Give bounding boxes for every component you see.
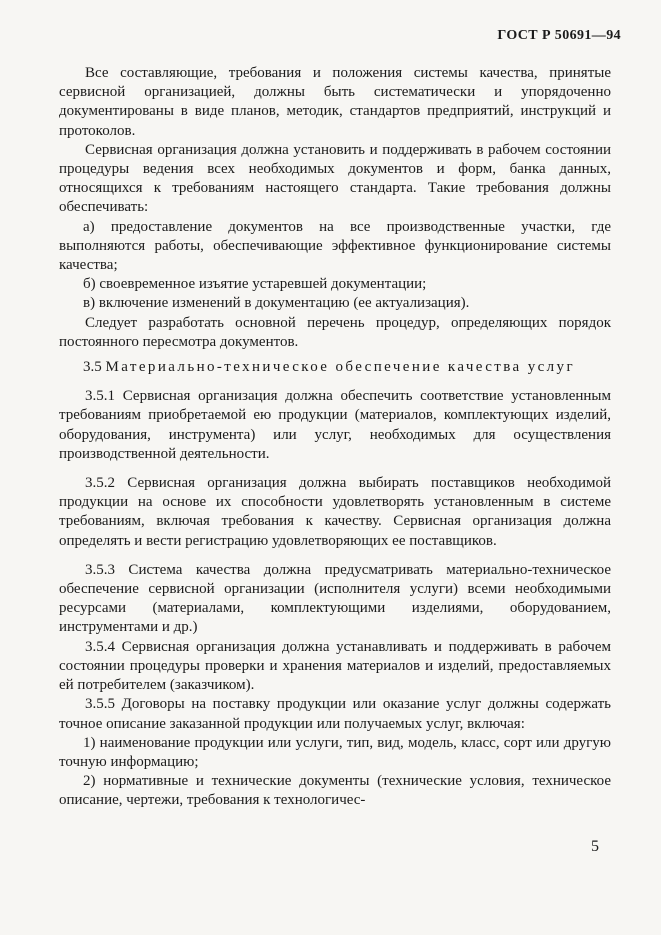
- document-header: ГОСТ Р 50691—94: [497, 28, 621, 43]
- list-item-b: б) своевременное изъятие устаревшей документации;: [83, 276, 427, 293]
- section-title: Материально-техническое обеспечение качества услуг: [105, 359, 575, 376]
- paragraph-document-list: Следует разработать основной перечень процедур, определяющих порядок постоянного пересмотра документов.: [59, 314, 611, 350]
- clause-3-5-2: 3.5.2 Сервисная организация должна выбирать поставщиков необходимой продукции на основе их способности удовлетворять установленным в системе требованиям, включая требования к качеству. Сервисная организация должна определять и вести регистрацию удовлетворяющих ее поставщиков.: [59, 475, 611, 549]
- clause-3-5-5: 3.5.5 Договоры на поставку продукции или оказание услуг должны содержать точное описание заказанной продукции или получаемых услуг, включая:: [59, 696, 611, 732]
- page-number: 5: [591, 838, 599, 855]
- paragraph-procedures: Сервисная организация должна установить и поддерживать в рабочем состоянии процедуры ведения всех необходимых документов и форм, банка данных, относящихся к требованиям настоящего стандарта. Такие требования должны обеспечивать:: [59, 141, 611, 216]
- clause-3-5-5-item-2: 2) нормативные и технические документы (технические условия, техническое описание, чертежи, требования к технологичес-: [59, 773, 611, 809]
- list-item-c: в) включение изменений в документацию (ее актуализация).: [83, 295, 470, 312]
- clause-3-5-1: 3.5.1 Сервисная организация должна обеспечить соответствие установленным требованиям приобретаемой ею продукции (материалов, комплектующих изделий, оборудования, инструмента) или услуг, необходимых для осуществления производственной деятельности.: [59, 388, 611, 462]
- list-item-a: а) предоставление документов на все производственные участки, где выполняются работы, обеспечивающие эффективное функционирование системы качества;: [59, 218, 611, 274]
- clause-3-5-4: 3.5.4 Сервисная организация должна устанавливать и поддерживать в рабочем состоянии процедуры проверки и хранения материалов и изделий, предоставляемых ей потребителем (заказчиком).: [59, 638, 611, 694]
- paragraph-documentation: Все составляющие, требования и положения системы качества, принятые сервисной организацией, должны быть систематически и упорядоченно документированы в виде планов, методик, стандартов предприятий, инструкций и протоколов.: [59, 65, 611, 139]
- document-body: [59, 64, 611, 811]
- clause-3-5-3: 3.5.3 Система качества должна предусматривать материально-техническое обеспечение сервисной организации (исполнителя услуги) всеми необходимыми ресурсами (материалами, комплектующими изделиями, оборудованием, инструментами и др.): [59, 561, 611, 636]
- section-heading: [59, 358, 611, 377]
- section-number: 3.5: [83, 359, 102, 376]
- clause-3-5-5-item-1: 1) наименование продукции или услуги, тип, вид, модель, класс, сорт или другую точную информацию;: [59, 734, 611, 770]
